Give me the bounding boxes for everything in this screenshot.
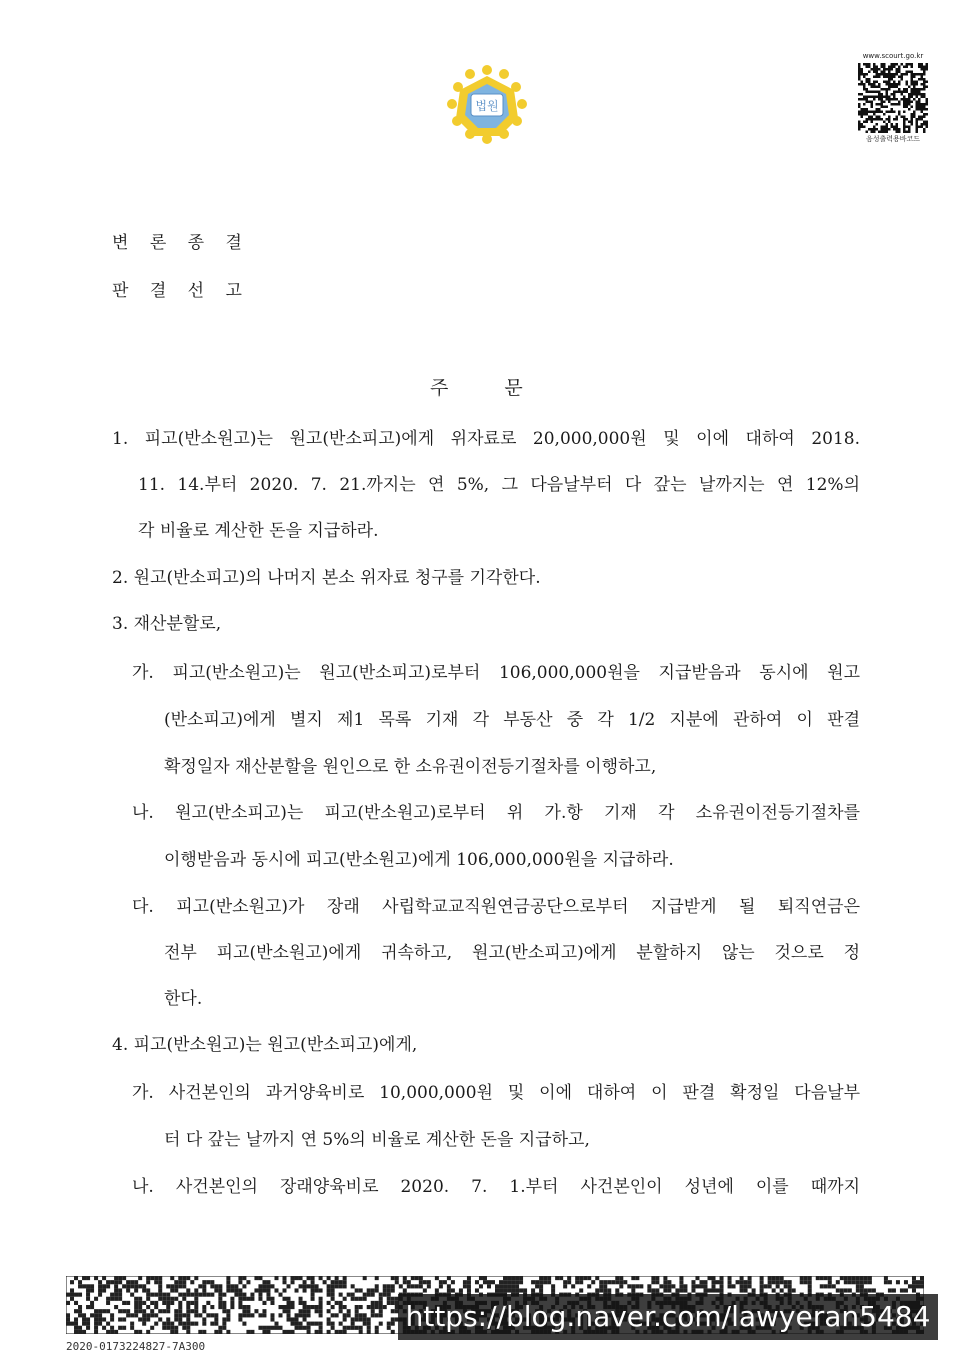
- document-code: 2020-0173224827-7A300: [66, 1340, 206, 1353]
- order-line: 확정일자 재산분할을 원인으로 한 소유권이전등기절차를 이행하고,: [164, 757, 657, 777]
- qr-caption-text: 음성출력용바코드: [865, 135, 921, 143]
- qr-code-icon: [858, 63, 928, 133]
- hearing-closed-label: 변 론 종 결: [112, 233, 250, 253]
- order-line: 1. 피고(반소원고)는 원고(반소피고)에게 위자료로 20,000,000원 및 이에 대하여 2018.: [112, 429, 860, 449]
- order-line: 가. 피고(반소원고)는 원고(반소피고)로부터 106,000,000원을 지급받음과 동시에 원고: [132, 663, 860, 683]
- order-line: 이행받음과 동시에 피고(반소원고)에게 106,000,000원을 지급하라.: [164, 850, 674, 870]
- qr-url-text: www.scourt.go.kr: [862, 52, 924, 60]
- order-line: 2. 원고(반소피고)의 나머지 본소 위자료 청구를 기각한다.: [112, 568, 541, 588]
- order-line: 한다.: [164, 989, 203, 1009]
- order-line: 가. 사건본인의 과거양육비로 10,000,000원 및 이에 대하여 이 판결 확정일 다음날부: [132, 1083, 860, 1103]
- order-line: 각 비율로 계산한 돈을 지급하라.: [138, 521, 379, 541]
- order-line: 전부 피고(반소원고)에게 귀속하고, 원고(반소피고)에게 분할하지 않는 것으로 정: [164, 943, 860, 963]
- order-line: 3. 재산분할로,: [112, 614, 222, 634]
- order-line: 11. 14.부터 2020. 7. 21.까지는 연 5%, 그 다음날부터 다 갚는 날까지는 연 12%의: [138, 475, 860, 495]
- court-emblem-logo: [442, 62, 532, 152]
- svg-text:법원: 법원: [475, 99, 499, 113]
- order-line: 4. 피고(반소원고)는 원고(반소피고)에게,: [112, 1035, 418, 1055]
- blog-watermark: https://blog.naver.com/lawyeran5484: [398, 1294, 938, 1340]
- sentencing-label: 판 결 선 고: [112, 281, 250, 301]
- order-line: (반소피고)에게 별지 제1 목록 기재 각 부동산 중 각 1/2 지분에 관하여 이 판결: [164, 710, 860, 730]
- order-line: 나. 사건본인의 장래양육비로 2020. 7. 1.부터 사건본인이 성년에 이를 때까지: [132, 1177, 860, 1197]
- voice-barcode-block: [855, 52, 931, 144]
- order-line: 터 다 갚는 날까지 연 5%의 비율로 계산한 돈을 지급하고,: [164, 1130, 590, 1150]
- section-title-order: 주 문: [430, 377, 523, 399]
- order-line: 나. 원고(반소피고)는 피고(반소원고)로부터 위 가.항 기재 각 소유권이전등기절차를: [132, 803, 860, 823]
- order-line: 다. 피고(반소원고)가 장래 사립학교교직원연금공단으로부터 지급받게 될 퇴직연금은: [132, 897, 860, 917]
